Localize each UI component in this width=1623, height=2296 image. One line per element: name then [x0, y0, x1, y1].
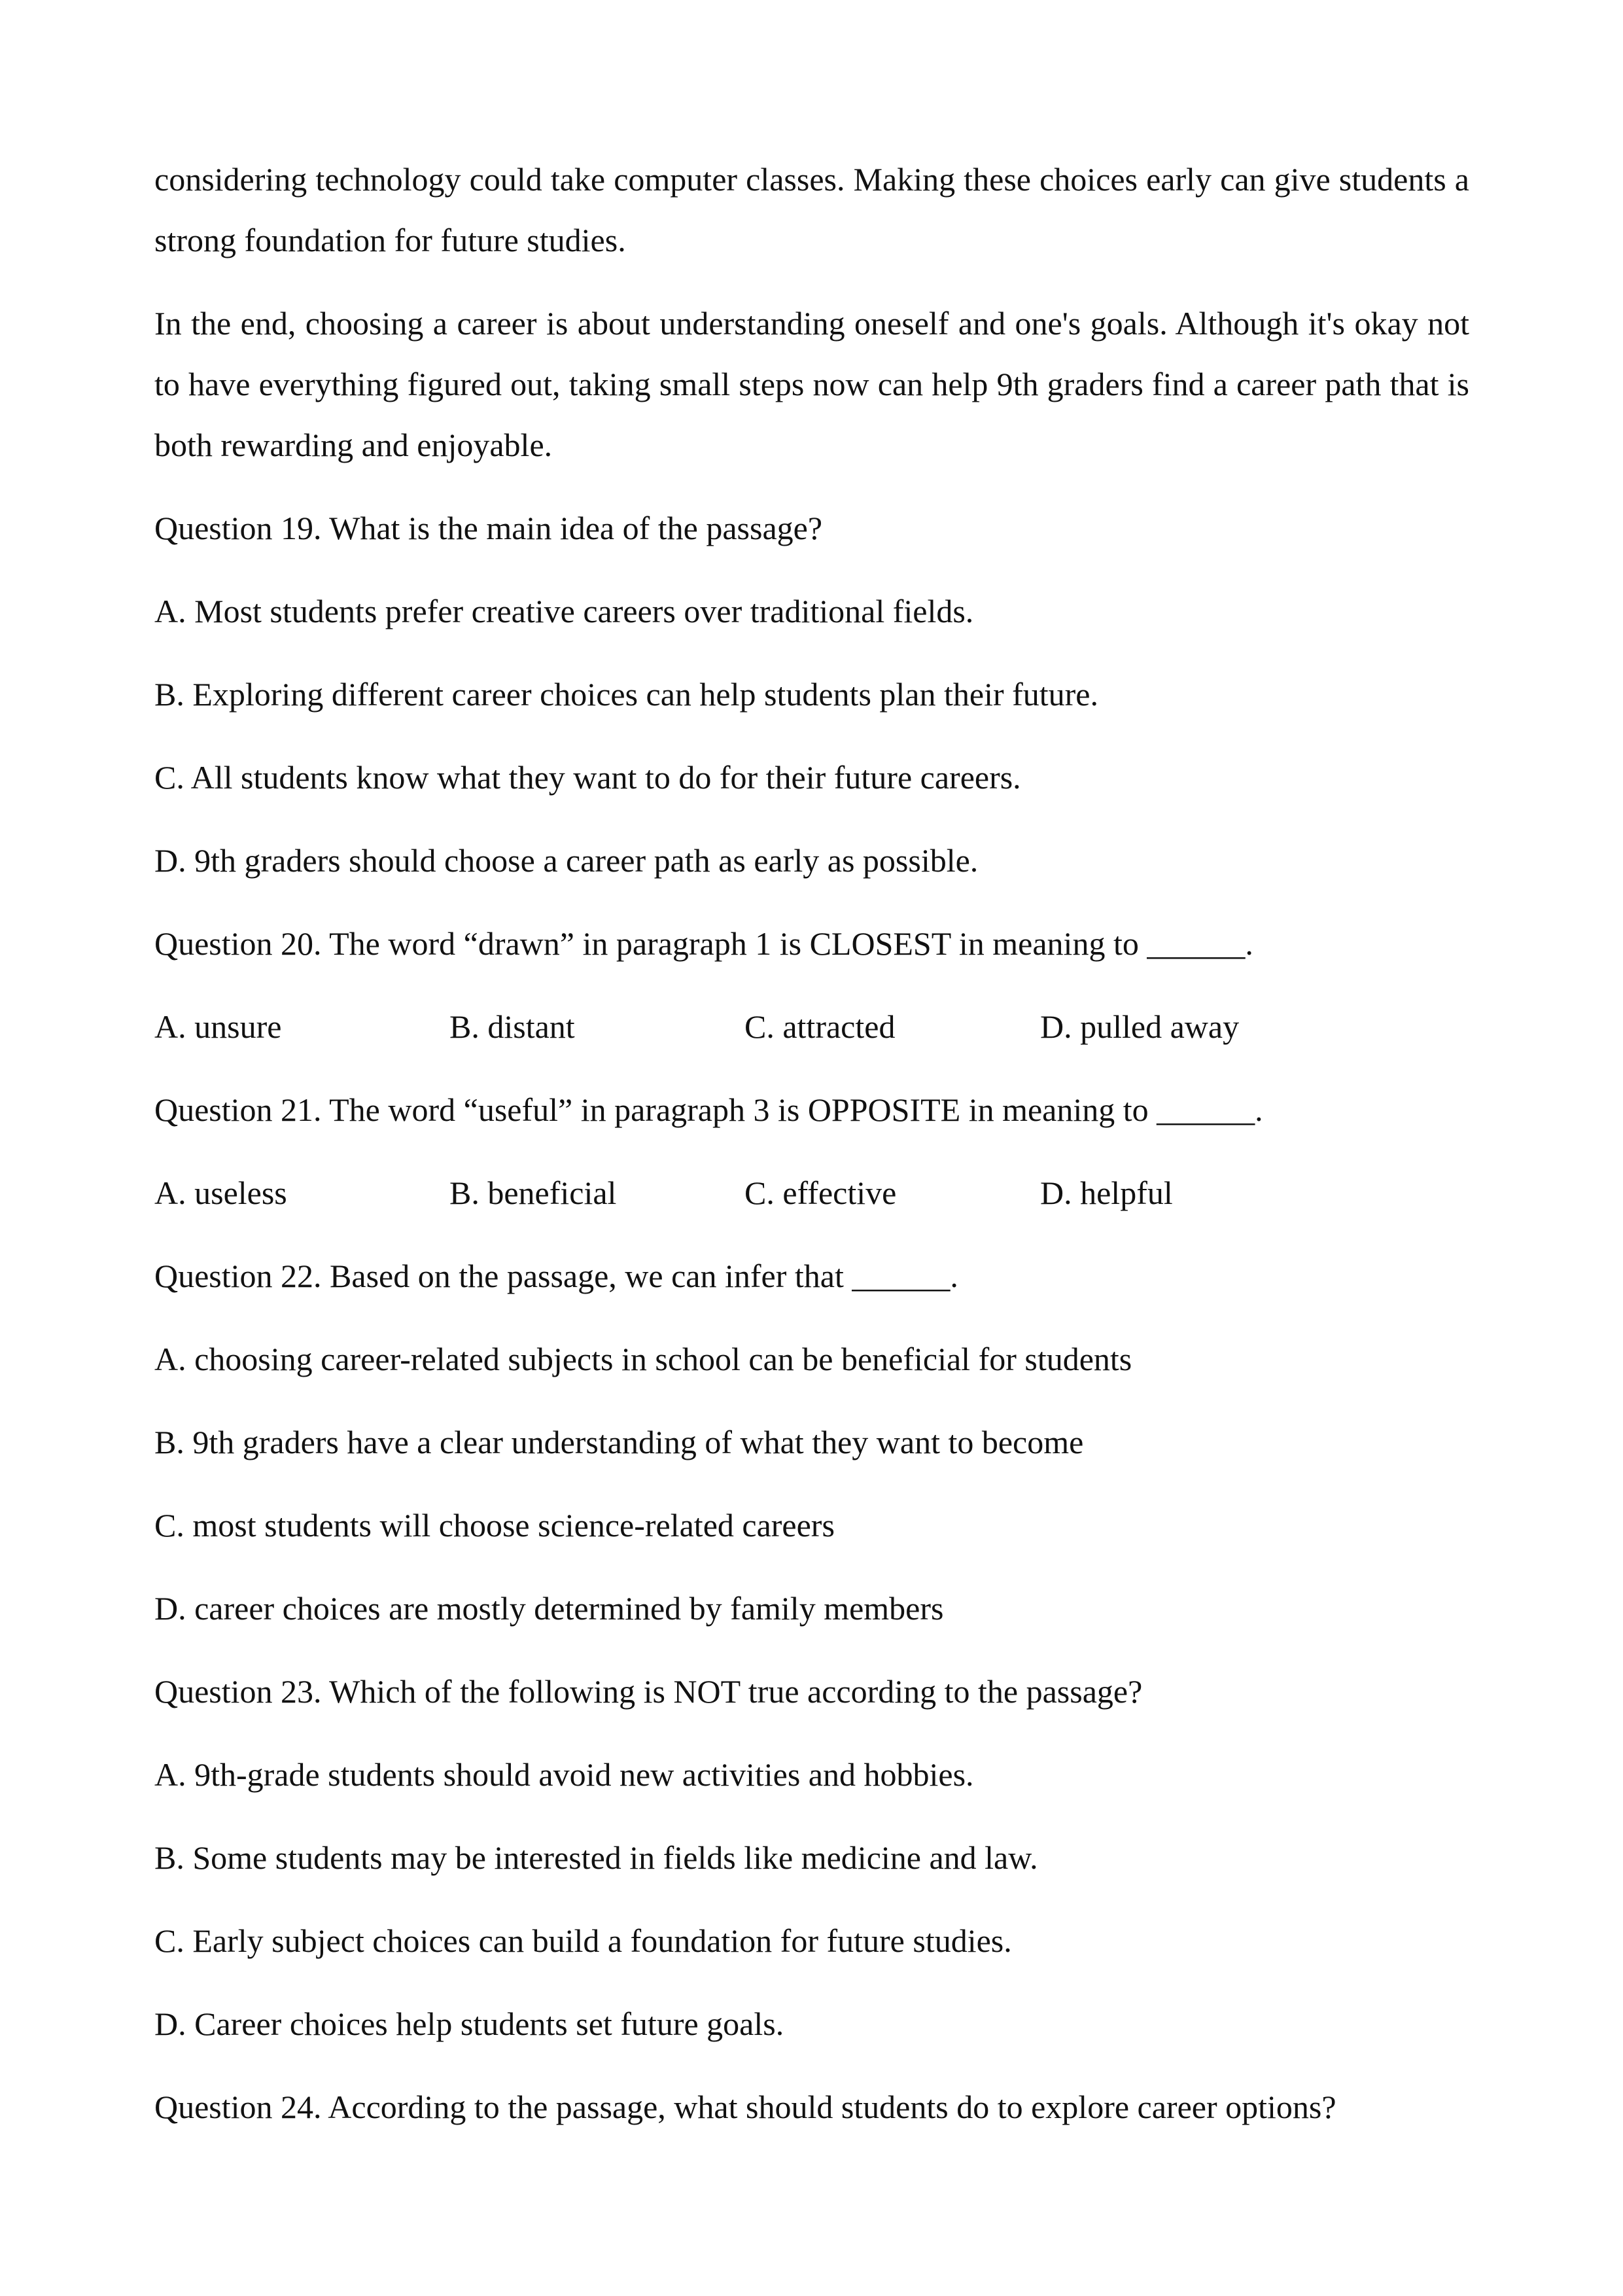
answer-option: A. unsure: [154, 1008, 282, 1045]
answer-option: B. Exploring different career choices can help students plan their future.: [154, 676, 1098, 713]
answer-option: C. attracted: [744, 1008, 896, 1045]
answer-option: C. effective: [744, 1174, 897, 1211]
question-stem: Question 22. Based on the passage, we can infer that ______.: [154, 1258, 958, 1294]
answer-option: D. helpful: [1040, 1174, 1173, 1211]
answer-option: A. choosing career-related subjects in school can be beneficial for students: [154, 1341, 1132, 1377]
passage-paragraph: considering technology could take computer classes. Making these choices early can give students a strong foundation for future studies.: [154, 161, 1469, 258]
answer-option: A. Most students prefer creative careers over traditional fields.: [154, 593, 974, 629]
answer-option: D. Career choices help students set future goals.: [154, 2005, 784, 2042]
answer-option: D. career choices are mostly determined by family members: [154, 1590, 944, 1627]
answer-option: C. Early subject choices can build a foundation for future studies.: [154, 1922, 1012, 1959]
answer-option: C. most students will choose science-related careers: [154, 1507, 835, 1544]
answer-option: A. 9th-grade students should avoid new activities and hobbies.: [154, 1756, 974, 1793]
answer-option: C. All students know what they want to do for their future careers.: [154, 759, 1021, 796]
answer-option: B. beneficial: [449, 1174, 617, 1211]
answer-option: B. 9th graders have a clear understanding of what they want to become: [154, 1424, 1084, 1460]
answer-option: B. distant: [449, 1008, 575, 1045]
answer-options-row: [154, 1163, 1469, 1224]
question-stem: Question 19. What is the main idea of the passage?: [154, 510, 823, 546]
passage-paragraph: In the end, choosing a career is about understanding oneself and one's goals. Although it's okay not to have everything figured out, taking small steps now can help 9th graders find a career path that is both rewarding and enjoyable.: [154, 305, 1469, 463]
question-stem: Question 24. According to the passage, what should students do to explore career options?: [154, 2089, 1336, 2125]
answer-option: B. Some students may be interested in fields like medicine and law.: [154, 1839, 1038, 1876]
question-stem: Question 21. The word “useful” in paragraph 3 is OPPOSITE in meaning to ______.: [154, 1091, 1263, 1128]
document-page: [154, 149, 1469, 2160]
answer-option: D. pulled away: [1040, 1008, 1240, 1045]
answer-options-row: [154, 997, 1469, 1057]
question-stem: Question 23. Which of the following is NOT true according to the passage?: [154, 1673, 1143, 1710]
answer-option: A. useless: [154, 1174, 287, 1211]
question-stem: Question 20. The word “drawn” in paragraph 1 is CLOSEST in meaning to ______.: [154, 925, 1253, 962]
answer-option: D. 9th graders should choose a career path as early as possible.: [154, 842, 979, 879]
